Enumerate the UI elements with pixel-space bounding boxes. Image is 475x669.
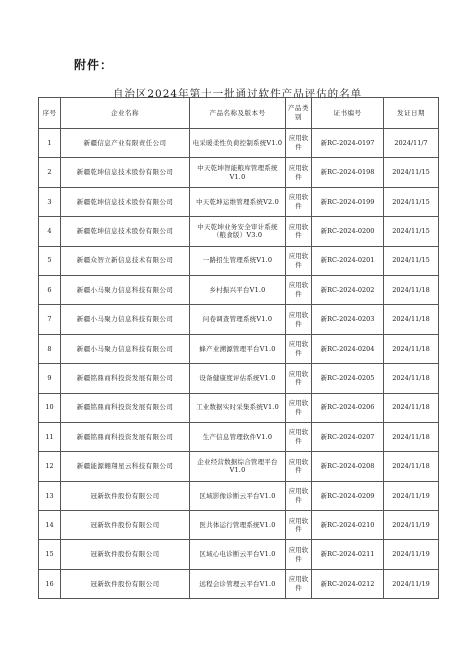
- header-issue-date: 发证日期: [384, 98, 439, 129]
- table-row: [39, 422, 439, 451]
- issue-date: 2024/11/18: [384, 422, 439, 451]
- company-name: 冠新软件股份有限公司: [61, 481, 190, 510]
- certificate-number: 新RC-2024-0204: [312, 334, 384, 363]
- product-name: 蜂产业溯源管理平台V1.0: [190, 334, 286, 363]
- document-title: 自治区2024年第十一批通过软件产品评估的名单: [112, 88, 363, 100]
- company-name: 新疆铭鼎商科投资发展有限公司: [61, 422, 190, 451]
- row-index: 5: [39, 246, 61, 275]
- product-name: 中天乾坤业务安全审计系统（粮食版）V3.0: [190, 217, 286, 246]
- certificate-number: 新RC-2024-0199: [312, 187, 384, 216]
- table-row: [39, 129, 439, 158]
- table-row: [39, 246, 439, 275]
- company-name: 新疆铭鼎商科投资发展有限公司: [61, 364, 190, 393]
- product-category: 应用软件: [286, 481, 312, 510]
- product-category: 应用软件: [286, 158, 312, 187]
- company-name: 新疆铭鼎商科投资发展有限公司: [61, 393, 190, 422]
- table-row: [39, 481, 439, 510]
- header-product: 产品名称及版本号: [190, 98, 286, 129]
- product-name: 生产信息管理软件V1.0: [190, 422, 286, 451]
- company-name: 新疆乾坤信息技术股份有限公司: [61, 217, 190, 246]
- product-name: 一路招生管理系统V1.0: [190, 246, 286, 275]
- company-name: 冠新软件股份有限公司: [61, 511, 190, 540]
- issue-date: 2024/11/18: [384, 393, 439, 422]
- certificate-number: 新RC-2024-0197: [312, 129, 384, 158]
- issue-date: 2024/11/19: [384, 540, 439, 569]
- issue-date: 2024/11/18: [384, 452, 439, 481]
- row-index: 3: [39, 187, 61, 216]
- header-company: 企业名称: [61, 98, 190, 129]
- certificate-number: 新RC-2024-0208: [312, 452, 384, 481]
- certificate-number: 新RC-2024-0201: [312, 246, 384, 275]
- table-row: [39, 275, 439, 304]
- issue-date: 2024/11/18: [384, 275, 439, 304]
- certificate-number: 新RC-2024-0210: [312, 511, 384, 540]
- product-category: 应用软件: [286, 275, 312, 304]
- product-category: 应用软件: [286, 393, 312, 422]
- issue-date: 2024/11/15: [384, 246, 439, 275]
- product-category: 应用软件: [286, 569, 312, 598]
- row-index: 16: [39, 569, 61, 598]
- product-category: 应用软件: [286, 422, 312, 451]
- row-index: 10: [39, 393, 61, 422]
- row-index: 8: [39, 334, 61, 363]
- product-category: 应用软件: [286, 511, 312, 540]
- product-name: 中天乾坤智能粮库管理系统V1.0: [190, 158, 286, 187]
- issue-date: 2024/11/15: [384, 187, 439, 216]
- product-name: 中天乾坤运维管理系统V2.0: [190, 187, 286, 216]
- row-index: 15: [39, 540, 61, 569]
- attachment-label: 附件：: [74, 58, 114, 72]
- product-category: 应用软件: [286, 540, 312, 569]
- certificate-number: 新RC-2024-0203: [312, 305, 384, 334]
- product-category: 应用软件: [286, 452, 312, 481]
- certificate-number: 新RC-2024-0198: [312, 158, 384, 187]
- row-index: 12: [39, 452, 61, 481]
- company-name: 新疆小马聚力信息科技有限公司: [61, 275, 190, 304]
- company-name: 新疆乾坤信息技术股份有限公司: [61, 187, 190, 216]
- certificate-number: 新RC-2024-0202: [312, 275, 384, 304]
- company-name: 新疆乾坤信息技术股份有限公司: [61, 158, 190, 187]
- table-row: [39, 393, 439, 422]
- company-name: 新疆小马聚力信息科技有限公司: [61, 305, 190, 334]
- table-row: [39, 305, 439, 334]
- table-row: [39, 540, 439, 569]
- company-name: 冠新软件股份有限公司: [61, 540, 190, 569]
- header-index: 序号: [39, 98, 61, 129]
- header-category: 产品类别: [286, 98, 312, 129]
- product-name: 设备健康度评估系统V1.0: [190, 364, 286, 393]
- company-name: 冠新软件股份有限公司: [61, 569, 190, 598]
- product-category: 应用软件: [286, 129, 312, 158]
- issue-date: 2024/11/19: [384, 481, 439, 510]
- issue-date: 2024/11/19: [384, 569, 439, 598]
- product-category: 应用软件: [286, 217, 312, 246]
- issue-date: 2024/11/15: [384, 158, 439, 187]
- row-index: 2: [39, 158, 61, 187]
- issue-date: 2024/11/18: [384, 334, 439, 363]
- table-row: [39, 158, 439, 187]
- product-name: 问卷调查管理系统V1.0: [190, 305, 286, 334]
- product-category: 应用软件: [286, 187, 312, 216]
- table-row: [39, 334, 439, 363]
- product-name: 工业数据实时采集系统V1.0: [190, 393, 286, 422]
- company-name: 新疆众智立新信息技术有限公司: [61, 246, 190, 275]
- certificate-number: 新RC-2024-0211: [312, 540, 384, 569]
- row-index: 6: [39, 275, 61, 304]
- software-product-table: [38, 97, 439, 599]
- row-index: 4: [39, 217, 61, 246]
- row-index: 13: [39, 481, 61, 510]
- company-name: 新疆小马聚力信息科技有限公司: [61, 334, 190, 363]
- issue-date: 2024/11/18: [384, 364, 439, 393]
- product-name: 区域影像诊断云平台V1.0: [190, 481, 286, 510]
- certificate-number: 新RC-2024-0207: [312, 422, 384, 451]
- row-index: 14: [39, 511, 61, 540]
- certificate-number: 新RC-2024-0212: [312, 569, 384, 598]
- company-name: 新疆信息产业有限责任公司: [61, 129, 190, 158]
- table-row: [39, 511, 439, 540]
- product-name: 电采暖柔性负荷控制系统V1.0: [190, 129, 286, 158]
- product-category: 应用软件: [286, 334, 312, 363]
- table-header-row: [39, 98, 439, 129]
- company-name: 新疆能源翱翔星云科技有限公司: [61, 452, 190, 481]
- table-row: [39, 364, 439, 393]
- product-category: 应用软件: [286, 305, 312, 334]
- row-index: 7: [39, 305, 61, 334]
- product-name: 医共体运行管理系统V1.0: [190, 511, 286, 540]
- product-name: 乡村振兴平台V1.0: [190, 275, 286, 304]
- issue-date: 2024/11/19: [384, 511, 439, 540]
- certificate-number: 新RC-2024-0205: [312, 364, 384, 393]
- row-index: 11: [39, 422, 61, 451]
- table-row: [39, 569, 439, 598]
- product-category: 应用软件: [286, 364, 312, 393]
- certificate-number: 新RC-2024-0209: [312, 481, 384, 510]
- table-row: [39, 217, 439, 246]
- issue-date: 2024/11/18: [384, 305, 439, 334]
- issue-date: 2024/11/15: [384, 217, 439, 246]
- product-name: 企业经营数据综合管理平台V1.0: [190, 452, 286, 481]
- table-row: [39, 187, 439, 216]
- product-category: 应用软件: [286, 246, 312, 275]
- table-row: [39, 452, 439, 481]
- product-name: 区域心电诊断云平台V1.0: [190, 540, 286, 569]
- certificate-number: 新RC-2024-0200: [312, 217, 384, 246]
- row-index: 9: [39, 364, 61, 393]
- issue-date: 2024/11/7: [384, 129, 439, 158]
- header-certificate: 证书编号: [312, 98, 384, 129]
- row-index: 1: [39, 129, 61, 158]
- product-name: 远程会诊管理云平台V1.0: [190, 569, 286, 598]
- certificate-number: 新RC-2024-0206: [312, 393, 384, 422]
